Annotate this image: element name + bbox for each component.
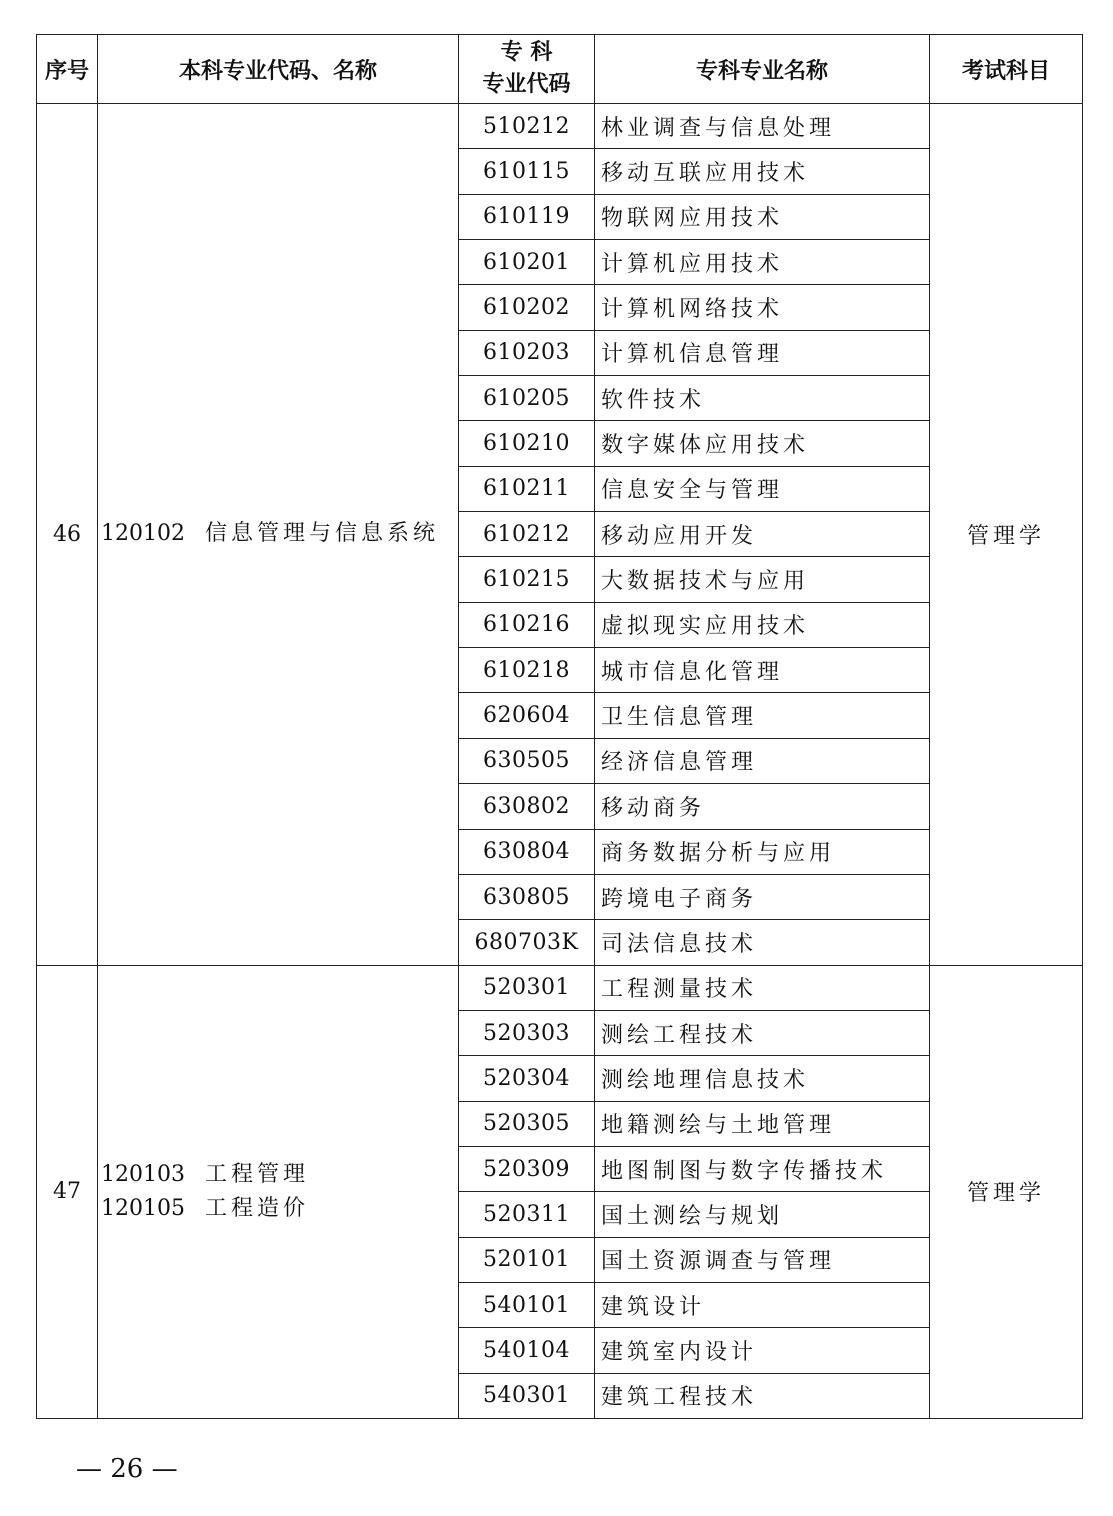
undergrad-major-line (101, 1192, 458, 1226)
table-row (37, 965, 1083, 1010)
header-college-code (459, 35, 595, 104)
college-code-cell: 630804 (459, 829, 595, 874)
college-code-cell: 610212 (459, 512, 595, 557)
college-name-cell: 司法信息技术 (595, 920, 930, 965)
header-undergrad-major: 本科专业代码、名称 (98, 35, 459, 104)
college-code-cell: 510212 (459, 104, 595, 149)
college-code-cell: 520301 (459, 965, 595, 1010)
college-code-cell: 630805 (459, 874, 595, 919)
college-name-cell: 虚拟现实应用技术 (595, 602, 930, 647)
college-code-cell: 540301 (459, 1373, 595, 1418)
college-code-cell: 610202 (459, 285, 595, 330)
college-name-cell: 城市信息化管理 (595, 648, 930, 693)
undergrad-major-line (101, 1158, 458, 1192)
undergrad-major-code: 120103 (101, 1161, 185, 1187)
college-code-cell: 610218 (459, 648, 595, 693)
college-code-cell: 630802 (459, 784, 595, 829)
college-name-cell: 移动应用开发 (595, 512, 930, 557)
college-code-cell: 520309 (459, 1146, 595, 1191)
undergrad-major-line (101, 517, 458, 551)
undergrad-major-name: 信息管理与信息系统 (205, 521, 440, 547)
college-code-cell: 630505 (459, 738, 595, 783)
seq-cell: 46 (37, 104, 98, 966)
college-code-cell: 540104 (459, 1328, 595, 1373)
table-row (37, 104, 1083, 149)
college-code-cell: 610216 (459, 602, 595, 647)
undergrad-major-cell (98, 965, 459, 1418)
college-name-cell: 工程测量技术 (595, 965, 930, 1010)
college-name-cell: 经济信息管理 (595, 738, 930, 783)
college-name-cell: 移动互联应用技术 (595, 149, 930, 194)
table-header-row (37, 35, 1083, 104)
college-code-cell: 520305 (459, 1101, 595, 1146)
college-name-cell: 测绘地理信息技术 (595, 1056, 930, 1101)
header-college-code-line2: 专业代码 (482, 72, 571, 97)
college-code-cell: 620604 (459, 693, 595, 738)
college-name-cell: 物联网应用技术 (595, 194, 930, 239)
college-name-cell: 建筑室内设计 (595, 1328, 930, 1373)
program-table (36, 34, 1083, 1419)
college-code-cell: 610215 (459, 557, 595, 602)
college-name-cell: 大数据技术与应用 (595, 557, 930, 602)
college-name-cell: 计算机网络技术 (595, 285, 930, 330)
college-name-cell: 计算机应用技术 (595, 240, 930, 285)
undergrad-major-cell (98, 104, 459, 966)
exam-subject-cell: 管理学 (930, 104, 1083, 966)
college-code-cell: 610205 (459, 376, 595, 421)
college-code-cell: 610211 (459, 466, 595, 511)
college-code-cell: 610201 (459, 240, 595, 285)
college-code-cell: 520304 (459, 1056, 595, 1101)
undergrad-major-code: 120102 (101, 521, 185, 547)
college-name-cell: 国土测绘与规划 (595, 1192, 930, 1237)
college-code-cell: 610210 (459, 421, 595, 466)
header-exam-subject: 考试科目 (930, 35, 1083, 104)
seq-cell: 47 (37, 965, 98, 1418)
college-name-cell: 建筑设计 (595, 1282, 930, 1327)
college-name-cell: 测绘工程技术 (595, 1010, 930, 1055)
table-body (37, 104, 1083, 1419)
college-name-cell: 卫生信息管理 (595, 693, 930, 738)
header-seq: 序号 (37, 35, 98, 104)
college-code-cell: 680703K (459, 920, 595, 965)
college-name-cell: 国土资源调查与管理 (595, 1237, 930, 1282)
college-code-cell: 610119 (459, 194, 595, 239)
college-name-cell: 跨境电子商务 (595, 874, 930, 919)
college-code-cell: 520101 (459, 1237, 595, 1282)
college-name-cell: 地籍测绘与土地管理 (595, 1101, 930, 1146)
college-name-cell: 林业调查与信息处理 (595, 104, 930, 149)
college-code-cell: 520311 (459, 1192, 595, 1237)
undergrad-major-name: 工程造价 (205, 1195, 310, 1221)
header-college-name: 专科专业名称 (595, 35, 930, 104)
college-name-cell: 移动商务 (595, 784, 930, 829)
college-code-cell: 540101 (459, 1282, 595, 1327)
college-name-cell: 软件技术 (595, 376, 930, 421)
college-name-cell: 数字媒体应用技术 (595, 421, 930, 466)
college-name-cell: 商务数据分析与应用 (595, 829, 930, 874)
college-name-cell: 建筑工程技术 (595, 1373, 930, 1418)
undergrad-major-code: 120105 (101, 1195, 185, 1221)
college-name-cell: 计算机信息管理 (595, 330, 930, 375)
exam-subject-cell: 管理学 (930, 965, 1083, 1418)
college-code-cell: 610203 (459, 330, 595, 375)
header-college-code-line1: 专 科 (500, 40, 553, 65)
college-code-cell: 520303 (459, 1010, 595, 1055)
college-name-cell: 信息安全与管理 (595, 466, 930, 511)
undergrad-major-name: 工程管理 (205, 1161, 310, 1187)
college-code-cell: 610115 (459, 149, 595, 194)
page-number: — 26 — (76, 1454, 178, 1484)
college-name-cell: 地图制图与数字传播技术 (595, 1146, 930, 1191)
